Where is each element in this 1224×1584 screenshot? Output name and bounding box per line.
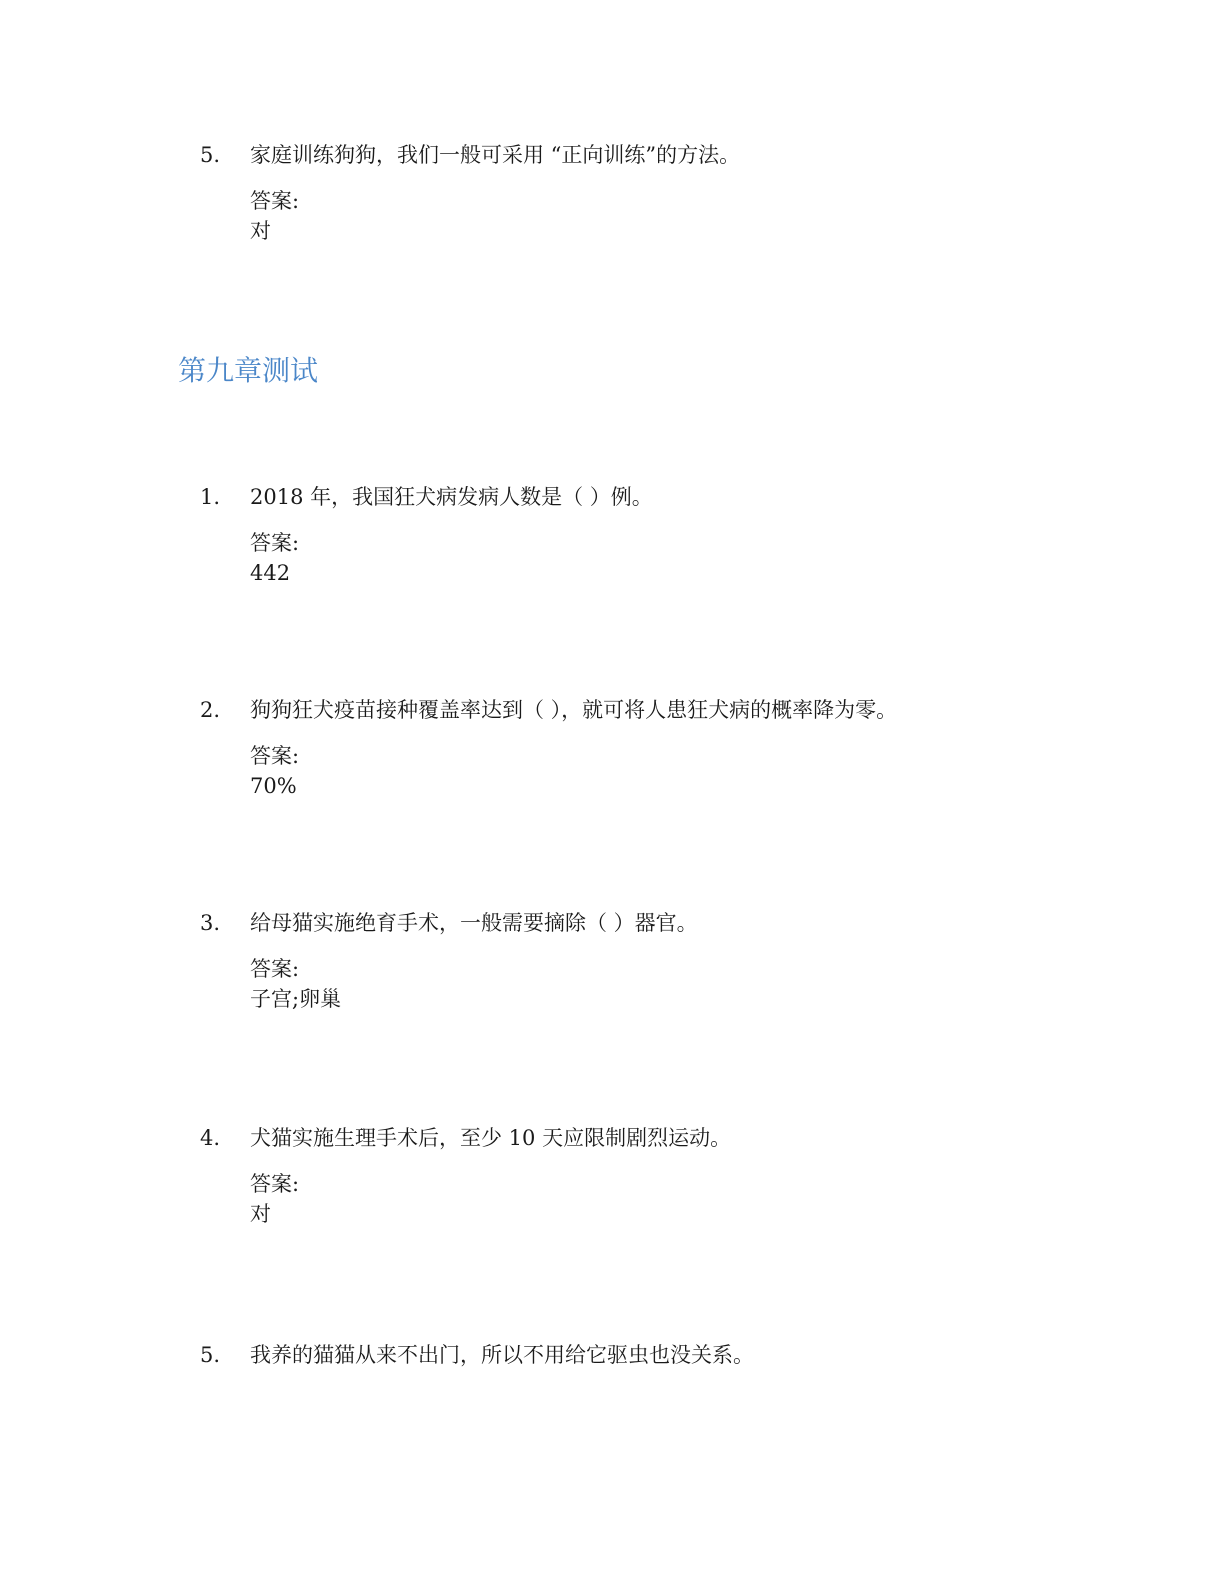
answer-label: 答案: [250,957,300,981]
answer-label: 答案: [250,189,300,213]
question-text: 犬猫实施生理手术后，至少 10 天应限制剧烈运动。 [250,1126,732,1150]
answer-label: 答案: [250,744,300,768]
question-number: 2. [200,698,221,722]
question-number: 5. [200,1343,221,1367]
answer-label: 答案: [250,1172,300,1196]
question-text: 2018 年，我国狂犬病发病人数是（ ）例。 [250,485,653,509]
answer-value: 对 [250,1202,271,1226]
question-number: 1. [200,485,221,509]
answer-value: 子宫;卵巢 [250,987,342,1011]
question-text: 给母猫实施绝育手术，一般需要摘除（ ）器官。 [250,911,698,935]
answer-value: 对 [250,219,271,243]
question-text: 狗狗狂犬疫苗接种覆盖率达到（ ），就可将人患狂犬病的概率降为零。 [250,698,898,722]
answer-value: 442 [250,561,291,585]
question-number: 5. [200,143,221,167]
question-text: 我养的猫猫从来不出门，所以不用给它驱虫也没关系。 [250,1343,754,1367]
question-number: 4. [200,1126,221,1150]
answer-value: 70% [250,774,297,798]
question-number: 3. [200,911,221,935]
answer-label: 答案: [250,531,300,555]
question-text: 家庭训练狗狗，我们一般可采用 “正向训练”的方法。 [250,143,741,167]
section-heading: 第九章测试 [178,354,319,387]
